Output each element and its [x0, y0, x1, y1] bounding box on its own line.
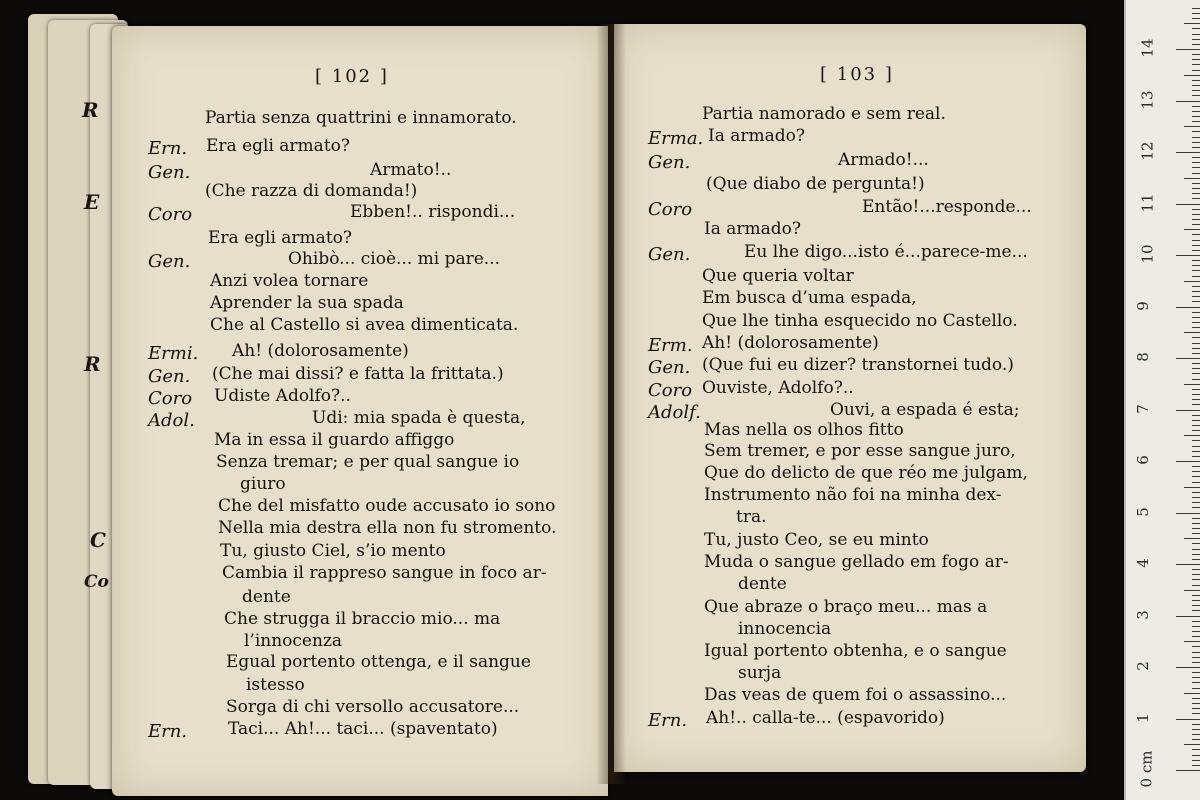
ruler-tick — [1176, 513, 1200, 514]
ruler-tick — [1192, 162, 1200, 163]
ruler-tick — [1192, 688, 1200, 689]
ruler-tick — [1176, 204, 1200, 205]
ruler-tick — [1192, 59, 1200, 60]
ruler-tick — [1192, 631, 1200, 632]
ruler-tick — [1192, 142, 1200, 143]
text-line: Armato!.. — [370, 160, 452, 180]
text-line: Mas nella os olhos fitto — [704, 420, 904, 440]
ruler-tick — [1192, 502, 1200, 503]
text-line: Che del misfatto oude accusato io sono — [218, 496, 556, 516]
ruler-tick — [1192, 183, 1200, 184]
ruler-tick — [1192, 585, 1200, 586]
ruler-tick — [1192, 420, 1200, 421]
ruler-tick — [1192, 600, 1200, 601]
ruler-tick — [1192, 621, 1200, 622]
ruler-tick — [1192, 224, 1200, 225]
ruler-tick — [1176, 616, 1200, 617]
ruler-tick — [1192, 260, 1200, 261]
edge-letter: R — [82, 98, 99, 122]
ruler-tick — [1192, 95, 1200, 96]
ruler-tick — [1192, 379, 1200, 380]
text-line: Che al Castello si avea dimenticata. — [210, 315, 519, 335]
text-line: Tu, justo Ceo, se eu minto — [704, 530, 929, 550]
ruler-tick — [1192, 703, 1200, 704]
ruler-label: 10 — [1138, 244, 1157, 264]
speaker-label: Coro — [148, 204, 193, 225]
text-line: innocencia — [738, 619, 832, 639]
speaker-label: Gen. — [648, 357, 691, 378]
ruler-tick — [1192, 755, 1200, 756]
text-line: Instrumento não foi na minha dex- — [704, 485, 1002, 505]
text-line: Aprender la sua spada — [210, 293, 404, 313]
speaker-label: Coro — [648, 380, 693, 401]
edge-letter: C — [90, 528, 106, 552]
ruler-tick — [1176, 719, 1200, 720]
edge-letter: E — [84, 190, 100, 214]
ruler-tick — [1192, 28, 1200, 29]
ruler-tick — [1192, 343, 1200, 344]
ruler-tick — [1192, 322, 1200, 323]
ruler-tick — [1192, 425, 1200, 426]
ruler-tick — [1192, 482, 1200, 483]
text-line: tra. — [736, 507, 767, 527]
text-line: (Che razza di domanda!) — [205, 181, 418, 201]
text-line: Em busca d’uma espada, — [702, 288, 917, 308]
ruler-tick — [1192, 209, 1200, 210]
ruler-tick — [1192, 394, 1200, 395]
text-line: Igual portento obtenha, e o sangue — [704, 641, 1007, 661]
text-line: Ia armado? — [704, 219, 802, 239]
ruler-label: 6 — [1133, 455, 1152, 465]
ruler-tick — [1192, 291, 1200, 292]
ruler-tick — [1192, 121, 1200, 122]
ruler-tick — [1192, 646, 1200, 647]
ruler-label: 12 — [1138, 141, 1157, 161]
ruler-label: 4 — [1133, 558, 1152, 568]
ruler-tick — [1192, 111, 1200, 112]
ruler-tick — [1192, 518, 1200, 519]
speaker-label: Ermi. — [148, 343, 199, 364]
text-line: Era egli armato? — [208, 228, 352, 248]
ruler-tick — [1192, 286, 1200, 287]
ruler-tick — [1192, 595, 1200, 596]
ruler-tick — [1192, 245, 1200, 246]
ruler-tick — [1192, 219, 1200, 220]
ruler-tick — [1184, 332, 1200, 333]
underlying-page-letters — [78, 0, 114, 800]
ruler-tick — [1192, 652, 1200, 653]
ruler-tick — [1192, 8, 1200, 9]
measurement-ruler — [1124, 0, 1200, 800]
text-line: Era egli armato? — [206, 136, 350, 156]
text-line: Ah! (dolorosamente) — [702, 333, 879, 353]
text-line: Que do delicto de que réo me julgam, — [704, 463, 1028, 483]
ruler-tick — [1192, 147, 1200, 148]
ruler-tick — [1192, 528, 1200, 529]
book-gutter — [596, 24, 626, 784]
text-line: istesso — [246, 675, 305, 695]
ruler-tick — [1176, 49, 1200, 50]
text-line: surja — [738, 663, 782, 683]
ruler-label: 14 — [1138, 38, 1157, 58]
speaker-label: Adolf. — [648, 402, 701, 423]
ruler-tick — [1192, 677, 1200, 678]
ruler-tick — [1192, 250, 1200, 251]
ruler-tick — [1192, 698, 1200, 699]
ruler-tick — [1192, 672, 1200, 673]
ruler-tick — [1192, 173, 1200, 174]
ruler-tick — [1192, 18, 1200, 19]
ruler-tick — [1192, 13, 1200, 14]
ruler-tick — [1192, 734, 1200, 735]
ruler-label: 2 — [1133, 661, 1152, 671]
ruler-tick — [1184, 487, 1200, 488]
text-line: dente — [242, 587, 291, 607]
ruler-tick — [1192, 549, 1200, 550]
text-line: Muda o sangue gellado em fogo ar- — [704, 552, 1009, 572]
ruler-tick — [1192, 54, 1200, 55]
ruler-tick — [1192, 554, 1200, 555]
ruler-tick — [1192, 399, 1200, 400]
ruler-tick — [1192, 270, 1200, 271]
ruler-tick — [1192, 368, 1200, 369]
ruler-tick — [1192, 312, 1200, 313]
ruler-tick — [1192, 317, 1200, 318]
text-line: Che strugga il braccio mio... ma — [224, 609, 501, 629]
ruler-tick — [1192, 80, 1200, 81]
ruler-tick — [1192, 131, 1200, 132]
ruler-tick — [1192, 296, 1200, 297]
speaker-label: Ern. — [148, 138, 188, 159]
ruler-tick — [1192, 198, 1200, 199]
speaker-label: Gen. — [148, 366, 191, 387]
ruler-tick — [1192, 662, 1200, 663]
ruler-label: 7 — [1133, 403, 1152, 414]
ruler-tick — [1192, 353, 1200, 354]
text-line: Que lhe tinha esquecido no Castello. — [702, 311, 1018, 331]
speaker-label: Gen. — [148, 251, 191, 272]
speaker-label: Gen. — [648, 244, 691, 265]
ruler-tick — [1192, 440, 1200, 441]
text-line: Então!...responde... — [862, 197, 1032, 217]
ruler-tick — [1192, 116, 1200, 117]
ruler-tick — [1176, 410, 1200, 411]
ruler-tick — [1192, 574, 1200, 575]
text-line: Ebben!.. rispondi... — [350, 202, 516, 222]
ruler-tick — [1192, 234, 1200, 235]
ruler-tick — [1192, 749, 1200, 750]
ruler-tick — [1184, 641, 1200, 642]
ruler-tick — [1192, 301, 1200, 302]
text-line: Sem tremer, e por esse sangue juro, — [704, 441, 1016, 461]
ruler-tick — [1192, 188, 1200, 189]
ruler-label: 3 — [1133, 609, 1152, 620]
ruler-tick — [1192, 682, 1200, 683]
ruler-label: 13 — [1138, 89, 1157, 110]
ruler-tick — [1192, 471, 1200, 472]
ruler-tick — [1192, 240, 1200, 241]
edge-letter: R — [84, 352, 101, 376]
ruler-tick — [1184, 384, 1200, 385]
text-line: Ohibò... cioè... mi pare... — [288, 249, 501, 269]
ruler-tick — [1184, 693, 1200, 694]
ruler-label: 0 cm — [1137, 750, 1156, 788]
text-line: Ma in essa il guardo affiggo — [214, 430, 455, 450]
ruler-tick — [1192, 389, 1200, 390]
ruler-tick — [1192, 605, 1200, 606]
speaker-label: Ern. — [648, 710, 688, 731]
text-line: Anzi volea tornare — [210, 271, 369, 291]
ruler-tick — [1192, 404, 1200, 405]
ruler-tick — [1192, 739, 1200, 740]
ruler-tick — [1184, 590, 1200, 591]
ruler-tick — [1192, 451, 1200, 452]
text-line: Egual portento ottenga, e il sangue — [226, 652, 531, 672]
ruler-tick — [1192, 430, 1200, 431]
ruler-tick — [1192, 559, 1200, 560]
ruler-tick — [1176, 152, 1200, 153]
ruler-tick — [1192, 610, 1200, 611]
ruler-tick — [1192, 373, 1200, 374]
ruler-tick — [1192, 760, 1200, 761]
text-line: Tu, giusto Ciel, s’io mento — [220, 541, 446, 561]
ruler-tick — [1192, 276, 1200, 277]
ruler-tick — [1192, 193, 1200, 194]
ruler-tick — [1192, 492, 1200, 493]
text-line: Senza tremar; e per qual sangue io — [216, 452, 520, 472]
ruler-tick — [1192, 90, 1200, 91]
ruler-tick — [1192, 476, 1200, 477]
ruler-label: 5 — [1133, 506, 1152, 517]
text-line: Que abraze o braço meu... mas a — [704, 597, 988, 617]
speaker-label: Adol. — [148, 410, 195, 431]
text-line: Eu lhe digo...isto é...parece-me... — [744, 242, 1028, 262]
ruler-tick — [1192, 523, 1200, 524]
ruler-tick — [1192, 626, 1200, 627]
ruler-tick — [1192, 214, 1200, 215]
text-line: Udi: mia spada è questa, — [312, 408, 526, 428]
ruler-tick — [1192, 363, 1200, 364]
ruler-tick — [1184, 229, 1200, 230]
ruler-tick — [1192, 39, 1200, 40]
ruler-tick — [1184, 23, 1200, 24]
ruler-tick — [1192, 497, 1200, 498]
text-line: Ouvi, a espada é esta; — [830, 400, 1020, 420]
ruler-tick — [1192, 533, 1200, 534]
text-line: Partia namorado e sem real. — [702, 104, 946, 124]
ruler-tick — [1192, 348, 1200, 349]
ruler-tick — [1192, 64, 1200, 65]
text-line: (Que fui eu dizer? transtornei tudo.) — [702, 355, 1014, 375]
ruler-tick — [1184, 126, 1200, 127]
speaker-label: Gen. — [648, 152, 691, 173]
ruler-tick — [1176, 667, 1200, 668]
ruler-tick — [1192, 337, 1200, 338]
ruler-tick — [1192, 466, 1200, 467]
ruler-tick — [1192, 543, 1200, 544]
text-line: Sorga di chi versollo accusatore... — [226, 697, 520, 717]
ruler-tick — [1184, 178, 1200, 179]
text-line: Partia senza quattrini e innamorato. — [205, 108, 517, 128]
text-line: dente — [738, 574, 787, 594]
speaker-label: Erm. — [648, 335, 693, 356]
ruler-tick — [1176, 358, 1200, 359]
ruler-tick — [1192, 106, 1200, 107]
ruler-tick — [1184, 281, 1200, 282]
speaker-label: Erma. — [648, 128, 704, 149]
ruler-tick — [1192, 456, 1200, 457]
ruler-tick — [1184, 435, 1200, 436]
ruler-tick — [1192, 569, 1200, 570]
ruler-tick — [1176, 564, 1200, 565]
ruler-tick — [1176, 101, 1200, 102]
ruler-tick — [1192, 765, 1200, 766]
ruler-tick — [1192, 724, 1200, 725]
text-line: Armado!... — [838, 150, 929, 170]
text-line: Ah!.. calla-te... (espavorido) — [706, 708, 945, 728]
ruler-tick — [1192, 708, 1200, 709]
ruler-label: 9 — [1133, 300, 1152, 311]
ruler-tick — [1192, 70, 1200, 71]
ruler-tick — [1184, 538, 1200, 539]
text-line: (Che mai dissi? e fatta la frittata.) — [212, 364, 504, 384]
ruler-tick — [1184, 744, 1200, 745]
ruler-tick — [1192, 446, 1200, 447]
text-line: l’innocenza — [244, 631, 343, 651]
ruler-tick — [1192, 415, 1200, 416]
ruler-tick — [1192, 729, 1200, 730]
ruler-tick — [1192, 34, 1200, 35]
text-line: Cambia il rappreso sangue in foco ar- — [222, 563, 547, 583]
speaker-label: Coro — [148, 388, 193, 409]
ruler-label: 8 — [1133, 352, 1152, 362]
speaker-label: Gen. — [148, 162, 191, 183]
text-line: (Que diabo de pergunta!) — [706, 174, 925, 194]
ruler-tick — [1192, 265, 1200, 266]
text-line: Ah! (dolorosamente) — [232, 341, 409, 361]
speaker-label: Coro — [648, 199, 693, 220]
ruler-label: 11 — [1138, 192, 1157, 213]
ruler-tick — [1192, 579, 1200, 580]
page-number-left: [ 102 ] — [315, 66, 389, 87]
text-line: Ia armado? — [708, 126, 806, 146]
text-line: Nella mia destra ella non fu stromento. — [218, 518, 557, 538]
ruler-label: 1 — [1133, 712, 1152, 723]
ruler-tick — [1192, 507, 1200, 508]
ruler-tick — [1192, 713, 1200, 714]
ruler-tick — [1192, 44, 1200, 45]
speaker-label: Ern. — [148, 721, 188, 742]
edge-letter: Co — [84, 572, 109, 592]
ruler-tick — [1176, 770, 1200, 771]
ruler-tick — [1192, 157, 1200, 158]
ruler-tick — [1184, 75, 1200, 76]
text-line: Que queria voltar — [702, 266, 854, 286]
ruler-tick — [1192, 167, 1200, 168]
text-line: Das veas de quem foi o assassino... — [704, 685, 1007, 705]
ruler-tick — [1192, 85, 1200, 86]
ruler-tick — [1192, 657, 1200, 658]
ruler-tick — [1192, 327, 1200, 328]
page-number-right: [ 103 ] — [820, 64, 894, 85]
text-line: Taci... Ah!... taci... (spaventato) — [228, 719, 498, 739]
ruler-tick — [1176, 461, 1200, 462]
text-line: Udiste Adolfo?.. — [214, 386, 351, 406]
ruler-tick — [1192, 636, 1200, 637]
text-line: giuro — [240, 474, 286, 494]
ruler-tick — [1176, 255, 1200, 256]
text-line: Ouviste, Adolfo?.. — [702, 378, 854, 398]
ruler-tick — [1176, 307, 1200, 308]
ruler-tick — [1192, 137, 1200, 138]
